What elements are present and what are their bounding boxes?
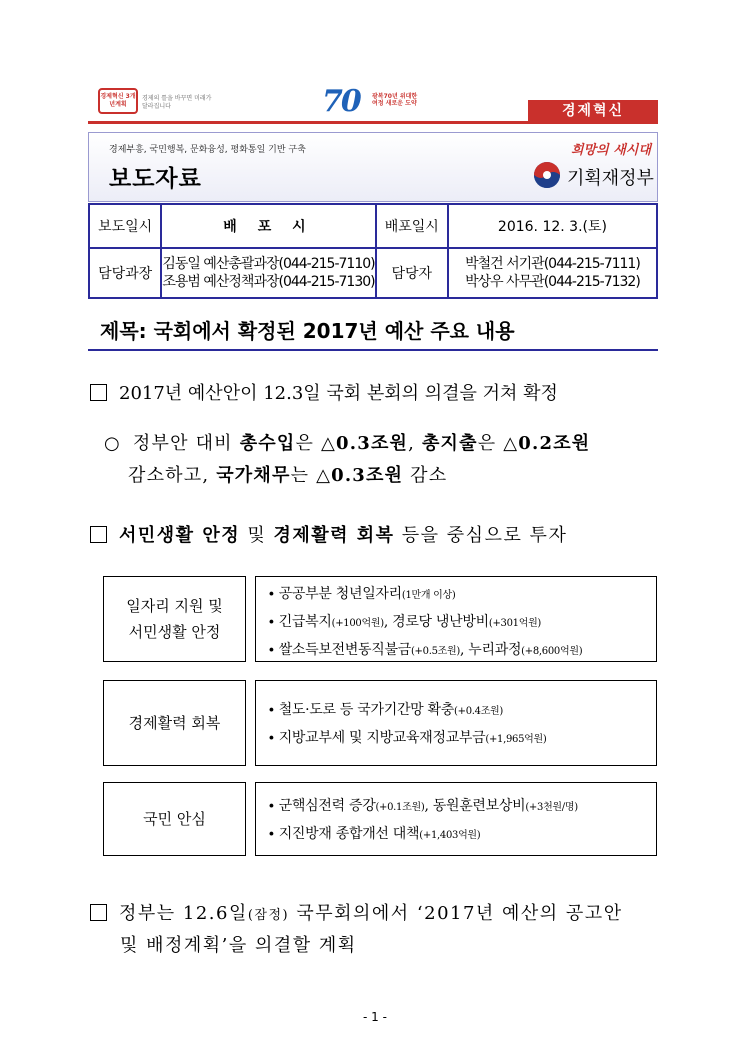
item-text: ∙ 지진방재 종합개선 대책 [268,826,420,842]
list-item [268,725,656,753]
item-text: ∙ 지방교부세 및 지방교육재정교부금 [268,730,486,746]
left-logo-text: 경제혁신 3개년계획 [100,93,136,108]
item-note: (+8,600억원) [521,646,583,657]
bullet-text: 국무회의에서 ‘2017년 예산의 공고안 [289,903,623,924]
sub-bold: △0.3조원 [320,433,409,454]
sub-text: 정부안 대비 [132,433,240,454]
item-text: ∙ 철도·도로 등 국가기간망 확충 [268,702,455,718]
topic-items-safety [255,782,657,856]
topic-label-economy: 경제활력 회복 [103,680,246,766]
distribution-label: 배포일시 [376,204,448,248]
item-text: ∙ 쌀소득보전변동직불금 [268,642,411,658]
sub-bold: 총수입 [239,433,296,454]
sub-text: 은 [477,433,504,454]
list-item [268,821,656,849]
dept-contacts [161,248,375,298]
economic-innovation-logo [98,88,138,114]
bullet-investment-focus [90,520,567,552]
list-item [268,637,656,665]
item-note: (+1,965억원) [485,734,547,745]
sub-text: , [408,433,422,454]
circle-bullet-icon: ○ [104,433,121,454]
item-text: ∙ 공공부분 청년일자리 [268,586,402,602]
item-note: (+1,403억원) [419,830,481,841]
page-title: 보도자료 [109,166,202,192]
table-row [89,204,657,248]
person-contact-2: 박상우 사무관(044-215-7132) [465,274,640,290]
bullet-budget-confirmed [90,378,558,410]
bullet-bold: 서민생활 안정 [119,525,241,546]
ministry-name: 기획재정부 [567,168,654,189]
bullet-cabinet-meeting [90,898,623,932]
dept-label: 담당과장 [89,248,161,298]
topic-items-economy [255,680,657,766]
sub-bold: 국가채무 [216,465,291,486]
bullet-cabinet-meeting-cont: 및 배정계획’을 의결할 계획 [120,935,357,956]
item-note: (+0.1조원) [375,802,425,813]
release-label: 보도일시 [89,204,161,248]
sub-text: 은 [295,433,321,454]
person-label: 담당자 [376,248,448,298]
topic-label-safety: 국민 안심 [103,782,246,856]
item-note: (+100억원) [331,618,384,629]
header-subtitle: 경제부흥, 국민행복, 문화융성, 평화통일 기반 구축 [109,145,306,155]
item-note: (1만개 이상) [401,590,456,601]
topic-label-jobs: 일자리 지원 및 서민생활 안정 [103,576,246,662]
hope-slogan: 희망의 새시대 [571,143,651,158]
item-text: , 동원훈련보상비 [424,798,526,814]
innovation-badge: 경제혁신 [528,100,658,122]
release-value: 배 포 시 [161,204,375,248]
list-item [268,609,656,637]
liberation-70-logo [322,86,432,118]
list-item [268,581,656,609]
sub-bullet-revenue [104,428,590,460]
press-release-header [88,132,658,202]
person-contacts [448,248,657,298]
dept-contact-1: 김동일 예산총괄과장(044-215-7110) [162,256,375,272]
bullet-text: 및 [240,525,274,546]
topic-items-jobs [255,576,657,662]
distribution-date: 2016. 12. 3.(토) [448,204,657,248]
sub-text: 감소하고, [128,465,217,486]
list-item [268,697,656,725]
bullet-bold: 경제활력 회복 [273,525,395,546]
table-row [89,248,657,298]
item-note: (+0.5조원) [410,646,460,657]
square-bullet-icon [90,904,107,921]
logo-70-number: 70 [322,84,360,119]
title-underline [88,349,658,351]
bullet-note: (잠정) [247,908,290,923]
item-note: (+301억원) [488,618,542,629]
square-bullet-icon [90,384,107,401]
item-text: ∙ 군핵심전력 증강 [268,798,376,814]
bullet-text: 2017년 예산안이 12.3일 국회 본회의 의결을 거쳐 확정 [119,383,558,404]
banner-divider [88,121,658,124]
item-text: , 경로당 냉난방비 [383,614,489,630]
person-contact-1: 박철건 서기관(044-215-7111) [465,256,640,272]
item-note: (+3천원/명) [525,802,578,813]
contact-info-table [88,203,658,299]
page-number: - 1 - [363,1010,387,1024]
document-title: 제목: 국회에서 확정된 2017년 예산 주요 내용 [100,319,515,343]
bullet-text: 등을 중심으로 투자 [394,525,568,546]
sub-bold: 총지출 [421,433,478,454]
left-slogan: 경제의 틀을 바꾸면 미래가 달라집니다 [142,95,212,110]
sub-bullet-debt [128,460,447,492]
dept-contact-2: 조용범 예산정책과장(044-215-7130) [162,274,375,290]
list-item [268,793,656,821]
square-bullet-icon [90,526,107,543]
item-text: , 누리과정 [459,642,522,658]
sub-text: 감소 [403,465,448,486]
sub-text: 는 [290,465,317,486]
sub-bold: △0.2조원 [503,433,591,454]
government-emblem-icon [533,161,561,189]
logo-70-text: 광복70년 위대한 여정 새로운 도약 [372,93,418,107]
item-note: (+0.4조원) [454,706,504,717]
sub-bold: △0.3조원 [316,465,404,486]
item-text: ∙ 긴급복지 [268,614,332,630]
bullet-text: 정부는 12.6일 [119,903,248,924]
